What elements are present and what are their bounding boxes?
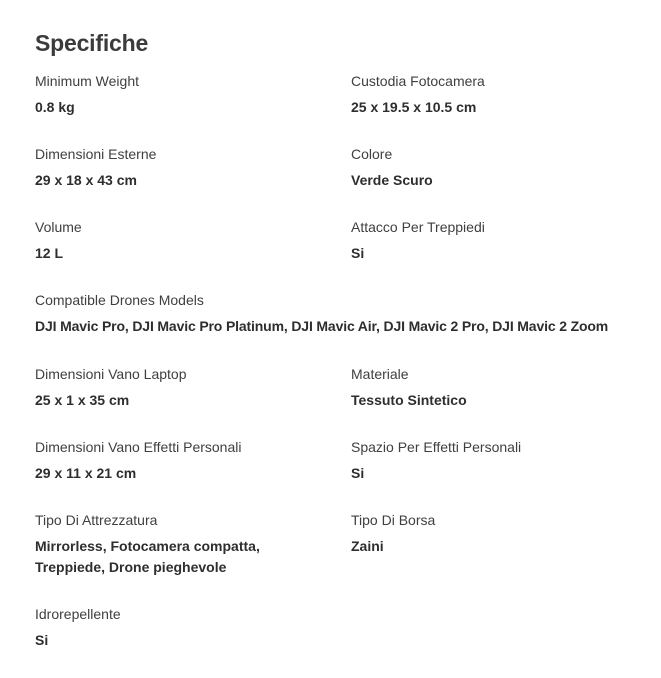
spec-idrorepellente <box>35 605 121 651</box>
spec-label: Spazio Per Effetti Personali <box>351 439 522 455</box>
spec-tipo-attrezzatura <box>35 511 295 578</box>
spec-value: Mirrorless, Fotocamera compatta, Treppiede, Drone pieghevole <box>35 538 260 575</box>
spec-label: Dimensioni Vano Effetti Personali <box>35 439 242 455</box>
spec-volume <box>35 218 82 264</box>
spec-value: Tessuto Sintetico <box>351 392 467 408</box>
spec-materiale <box>351 365 467 411</box>
spec-value: Verde Scuro <box>351 172 433 188</box>
spec-custodia-fotocamera <box>351 72 485 118</box>
spec-compatible-drones <box>35 291 608 337</box>
spec-value: 29 x 18 x 43 cm <box>35 172 137 188</box>
spec-value: 0.8 kg <box>35 99 75 115</box>
spec-label: Tipo Di Attrezzatura <box>35 512 158 528</box>
spec-label: Dimensioni Esterne <box>35 146 157 162</box>
spec-tipo-borsa <box>351 511 435 557</box>
spec-vano-laptop <box>35 365 187 411</box>
spec-label: Colore <box>351 146 393 162</box>
spec-value: Si <box>35 632 49 648</box>
spec-colore <box>351 145 433 191</box>
spec-label: Minimum Weight <box>35 73 139 89</box>
spec-value: Zaini <box>351 538 384 554</box>
spec-label: Materiale <box>351 366 409 382</box>
spec-label: Tipo Di Borsa <box>351 512 436 528</box>
spec-label: Idrorepellente <box>35 606 121 622</box>
spec-label: Custodia Fotocamera <box>351 73 485 89</box>
spec-spazio-effetti-personali <box>351 438 521 484</box>
spec-attacco-treppiedi <box>351 218 485 264</box>
spec-label: Volume <box>35 219 82 235</box>
spec-value: 29 x 11 x 21 cm <box>35 465 137 481</box>
page-title: Specifiche <box>35 30 149 56</box>
spec-value: 12 L <box>35 245 64 261</box>
spec-label: Dimensioni Vano Laptop <box>35 366 187 382</box>
spec-label: Compatible Drones Models <box>35 292 204 308</box>
spec-dimensioni-esterne <box>35 145 156 191</box>
spec-value: DJI Mavic Pro, DJI Mavic Pro Platinum, DJI Mavic Air, DJI Mavic 2 Pro, DJI Mavic 2 Zoom <box>35 318 609 334</box>
spec-value: Si <box>351 245 365 261</box>
spec-label: Attacco Per Treppiedi <box>351 219 485 235</box>
spec-minimum-weight <box>35 72 139 118</box>
spec-value: Si <box>351 465 365 481</box>
spec-value: 25 x 19.5 x 10.5 cm <box>351 99 477 115</box>
spec-value: 25 x 1 x 35 cm <box>35 392 130 408</box>
spec-vano-effetti-personali <box>35 438 241 484</box>
